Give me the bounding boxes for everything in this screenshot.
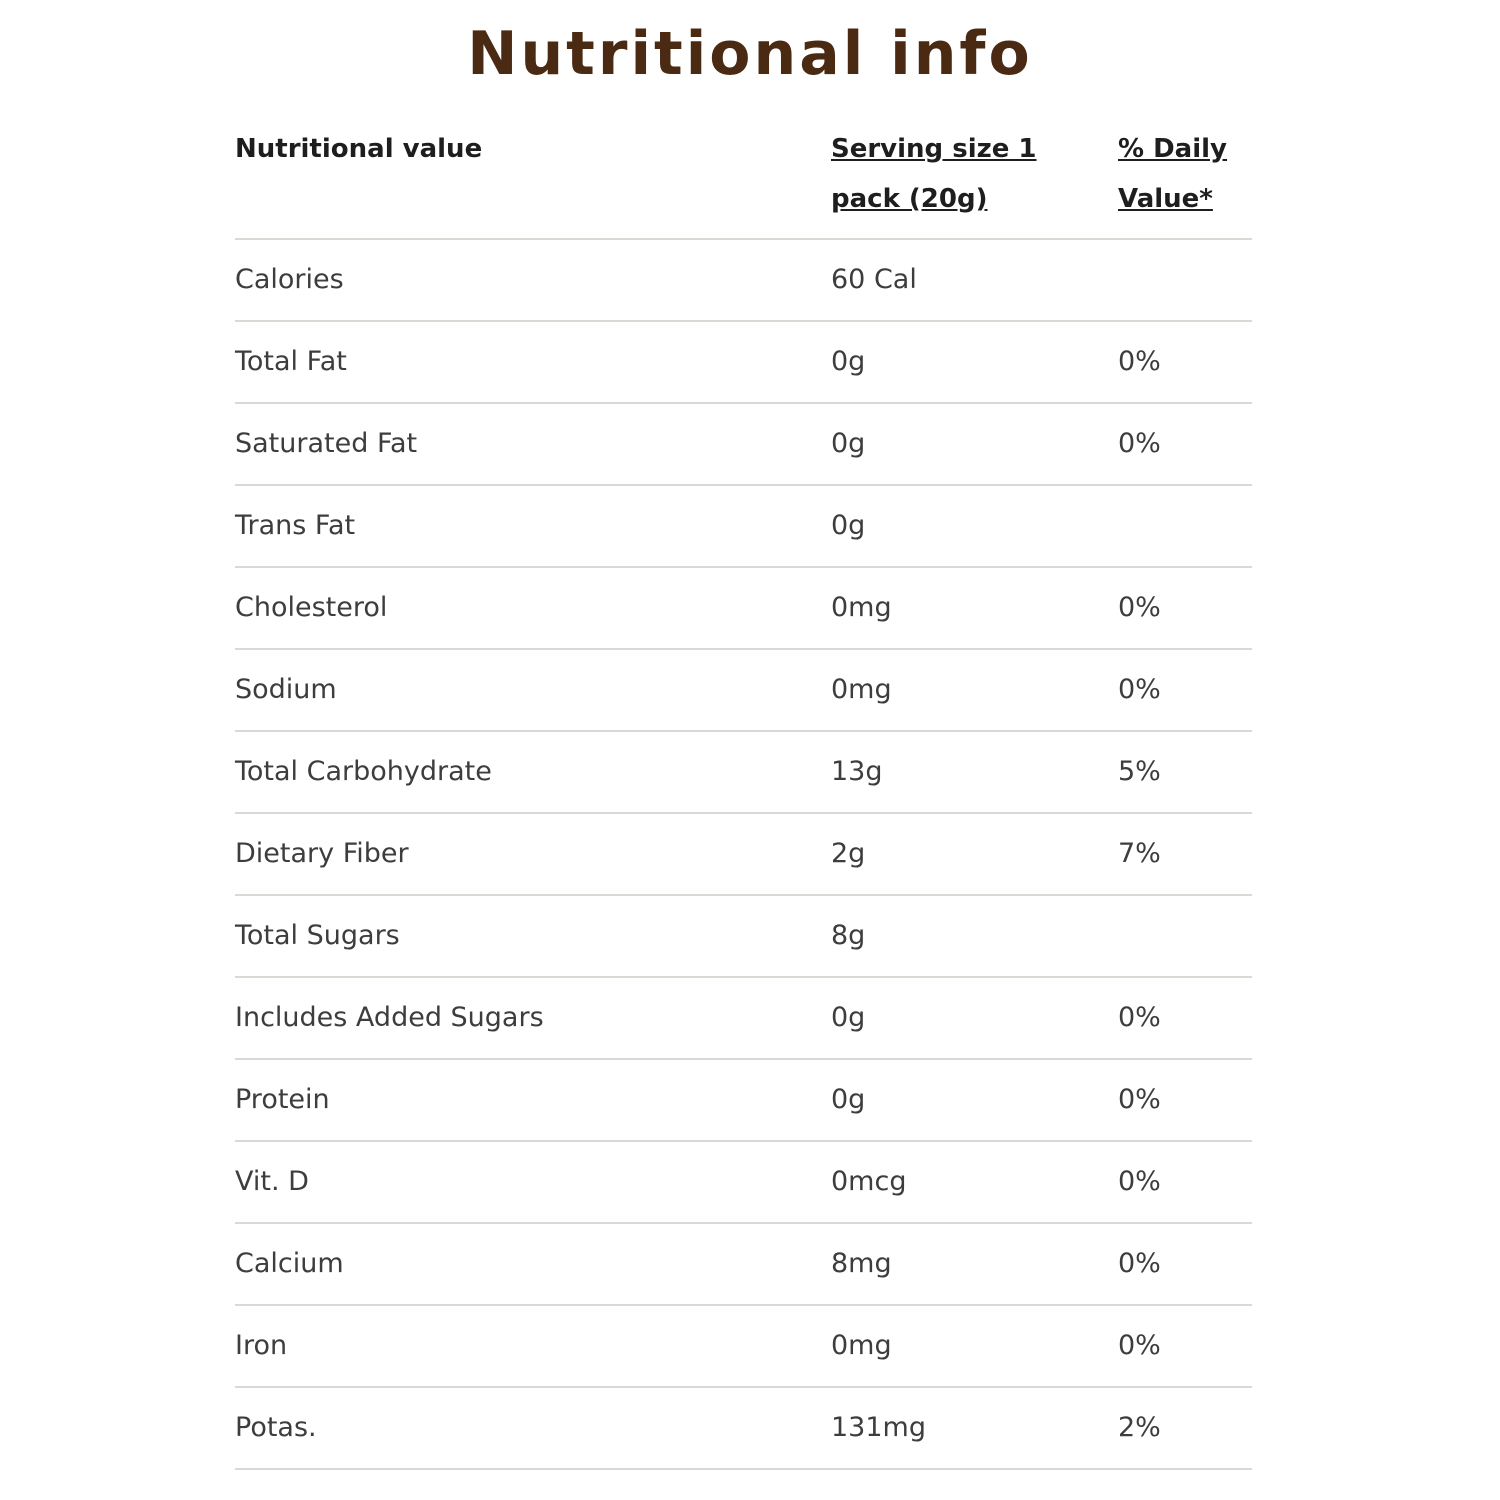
row-serving: 0mg bbox=[831, 592, 892, 623]
row-daily: 0% bbox=[1118, 1166, 1161, 1197]
row-daily: 0% bbox=[1118, 346, 1161, 377]
row-name: Includes Added Sugars bbox=[235, 1002, 544, 1033]
row-serving: 0g bbox=[831, 428, 866, 459]
row-daily: 0% bbox=[1118, 1248, 1161, 1279]
table-header bbox=[235, 124, 1252, 240]
row-daily: 0% bbox=[1118, 1084, 1161, 1115]
table-row bbox=[235, 404, 1252, 486]
row-name: Sodium bbox=[235, 674, 337, 705]
row-name: Calcium bbox=[235, 1248, 344, 1279]
table-row bbox=[235, 568, 1252, 650]
row-serving: 0g bbox=[831, 346, 866, 377]
table-row bbox=[235, 1388, 1252, 1470]
table-row bbox=[235, 1060, 1252, 1142]
row-serving: 0mg bbox=[831, 674, 892, 705]
row-daily: 0% bbox=[1118, 674, 1161, 705]
table-row bbox=[235, 1224, 1252, 1306]
row-serving: 13g bbox=[831, 756, 883, 787]
row-name: Trans Fat bbox=[235, 510, 356, 541]
row-daily: 0% bbox=[1118, 428, 1161, 459]
table-row bbox=[235, 650, 1252, 732]
row-name: Calories bbox=[235, 264, 344, 295]
row-name: Vit. D bbox=[235, 1166, 309, 1197]
row-daily: 0% bbox=[1118, 1330, 1161, 1361]
row-daily: 7% bbox=[1118, 838, 1161, 869]
header-nutritional-value: Nutritional value bbox=[235, 134, 483, 164]
row-name: Iron bbox=[235, 1330, 288, 1361]
row-serving: 0g bbox=[831, 510, 866, 541]
row-daily: 2% bbox=[1118, 1412, 1161, 1443]
row-serving: 8g bbox=[831, 920, 866, 951]
row-serving: 0mcg bbox=[831, 1166, 907, 1197]
row-serving: 8mg bbox=[831, 1248, 892, 1279]
row-serving: 60 Cal bbox=[831, 264, 917, 295]
table-row bbox=[235, 240, 1252, 322]
row-name: Protein bbox=[235, 1084, 330, 1115]
table-row bbox=[235, 1142, 1252, 1224]
row-name: Total Fat bbox=[235, 346, 347, 377]
row-name: Dietary Fiber bbox=[235, 838, 409, 869]
row-name: Cholesterol bbox=[235, 592, 388, 623]
row-serving: 0g bbox=[831, 1002, 866, 1033]
table-row bbox=[235, 732, 1252, 814]
row-name: Saturated Fat bbox=[235, 428, 418, 459]
row-name: Total Carbohydrate bbox=[235, 756, 492, 787]
table-row bbox=[235, 978, 1252, 1060]
table-row bbox=[235, 322, 1252, 404]
row-serving: 0mg bbox=[831, 1330, 892, 1361]
row-serving: 0g bbox=[831, 1084, 866, 1115]
row-serving: 131mg bbox=[831, 1412, 926, 1443]
table-row bbox=[235, 814, 1252, 896]
table-row bbox=[235, 896, 1252, 978]
row-name: Potas. bbox=[235, 1412, 317, 1443]
row-serving: 2g bbox=[831, 838, 866, 869]
page-title: Nutritional info bbox=[467, 19, 1033, 89]
table-row bbox=[235, 486, 1252, 568]
header-serving-size: Serving size 1 pack (20g) bbox=[831, 134, 1037, 214]
header-daily-value: % Daily Value* bbox=[1118, 134, 1228, 214]
nutrition-table bbox=[235, 124, 1252, 1470]
row-daily: 5% bbox=[1118, 756, 1161, 787]
table-row bbox=[235, 1306, 1252, 1388]
row-name: Total Sugars bbox=[235, 920, 400, 951]
row-daily: 0% bbox=[1118, 1002, 1161, 1033]
row-daily: 0% bbox=[1118, 592, 1161, 623]
